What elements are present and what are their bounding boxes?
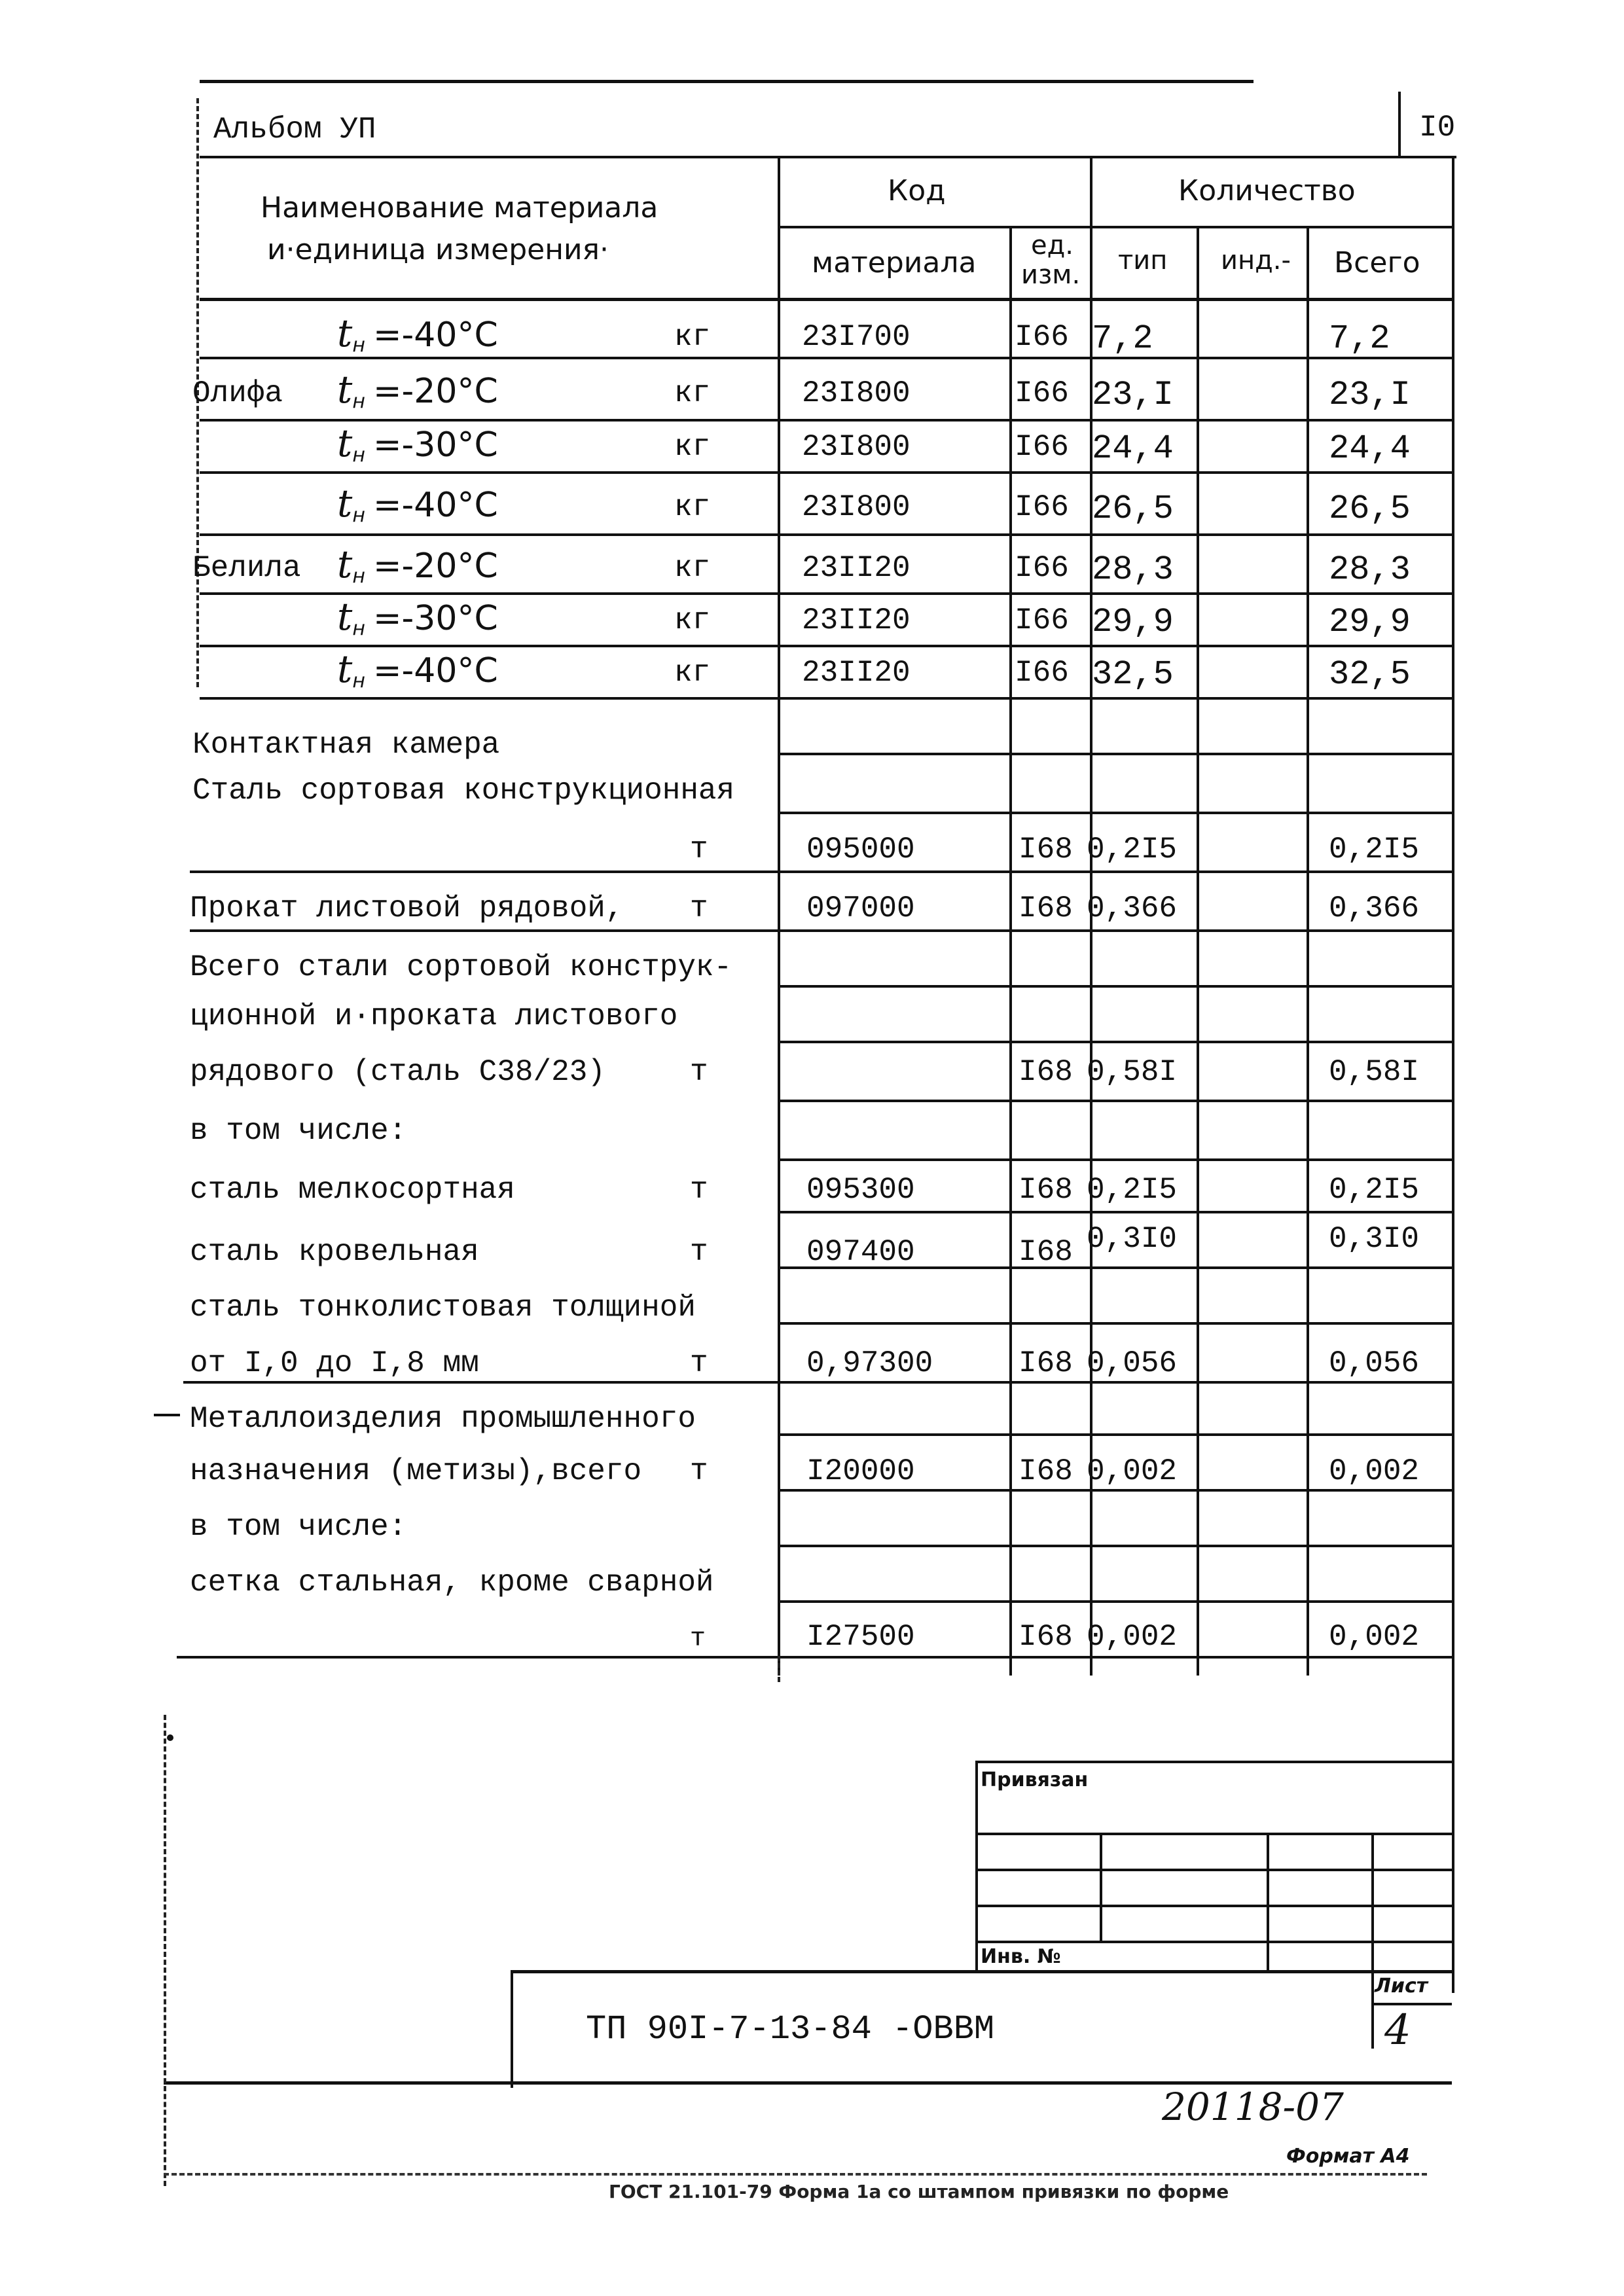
temperature-value: =-30°C xyxy=(372,599,498,638)
col-ed-left xyxy=(1009,226,1012,1676)
tip: 0,3I0 xyxy=(1087,1222,1178,1256)
total: 0,056 xyxy=(1329,1346,1420,1380)
temperature-label xyxy=(337,311,498,357)
tip: 0,002 xyxy=(1087,1620,1178,1654)
header-kolichestvo: Количество xyxy=(1178,174,1356,207)
ed: I66 xyxy=(1015,430,1069,464)
tip: 32,5 xyxy=(1092,655,1174,694)
ed: I68 xyxy=(1019,1055,1073,1089)
total: 0,002 xyxy=(1329,1620,1420,1654)
tip: 0,366 xyxy=(1087,891,1178,925)
code: I20000 xyxy=(806,1454,915,1488)
col-ind-left xyxy=(1197,226,1199,1676)
total: 0,3I0 xyxy=(1329,1222,1420,1256)
row-label: Олифа xyxy=(192,376,283,410)
stamp-line xyxy=(1371,2003,1452,2005)
row-line xyxy=(778,1322,1452,1325)
row-line xyxy=(200,697,1452,700)
ed: I66 xyxy=(1015,551,1069,585)
row-label: Белила xyxy=(192,551,301,585)
col-total-left xyxy=(1307,226,1309,1676)
unit: т xyxy=(690,833,708,867)
tip: 26,5 xyxy=(1092,490,1174,528)
row-line xyxy=(200,471,1452,474)
row-line xyxy=(200,645,1452,647)
unit: кг xyxy=(674,603,711,637)
tip: 23,I xyxy=(1092,376,1174,414)
code: 23I800 xyxy=(802,376,911,410)
temperature-value: =-30°C xyxy=(372,425,498,465)
temperature-symbol: t xyxy=(337,421,353,465)
row-label: от I,0 до I,8 мм xyxy=(190,1346,479,1380)
tip: 0,002 xyxy=(1087,1454,1178,1488)
header-name-line2: и·единица измерения· xyxy=(267,233,609,266)
total: 32,5 xyxy=(1329,655,1411,694)
list-number: 4 xyxy=(1384,2006,1411,2054)
margin-tick xyxy=(154,1414,180,1416)
steel-line1: Сталь сортовая конструкционная xyxy=(192,774,735,808)
temperature-label xyxy=(337,367,498,413)
unit: т xyxy=(690,1454,708,1488)
code: 095300 xyxy=(806,1173,915,1207)
stamp-line xyxy=(511,1970,1452,1973)
inv-label: Инв. № xyxy=(981,1945,1061,1968)
row-line xyxy=(778,1433,1452,1436)
total: 0,58I xyxy=(1329,1055,1420,1089)
row-label: назначения (метизы),всего xyxy=(190,1454,642,1488)
header-name-line1: Наименование материала xyxy=(261,191,659,224)
tip: 0,2I5 xyxy=(1087,1173,1178,1207)
format-label: Формат А4 xyxy=(1286,2145,1410,2168)
total: 7,2 xyxy=(1329,319,1390,358)
temperature-label xyxy=(337,647,498,692)
top-border xyxy=(200,80,1254,83)
header-kod: Код xyxy=(888,174,946,207)
col-code-left xyxy=(778,157,780,1676)
tip: 0,58I xyxy=(1087,1055,1178,1089)
stamp-line xyxy=(975,1761,1452,1763)
row-line xyxy=(778,1489,1452,1492)
row-line xyxy=(778,985,1452,988)
unit: кг xyxy=(674,376,711,410)
row-label-line1: Металлоизделия промышленного xyxy=(190,1402,696,1436)
total: 23,I xyxy=(1329,376,1411,414)
row-line xyxy=(778,1041,1452,1043)
temperature-value: =-40°C xyxy=(372,315,498,355)
stamp-line xyxy=(975,1869,1452,1871)
code: 23II20 xyxy=(802,656,911,690)
temperature-label xyxy=(337,481,498,527)
ed: I68 xyxy=(1019,1346,1073,1380)
code: 23II20 xyxy=(802,551,911,585)
stamp-line xyxy=(975,1761,978,1970)
temperature-symbol: t xyxy=(337,311,353,355)
tip: 0,2I5 xyxy=(1087,833,1178,867)
unit: кг xyxy=(674,490,711,524)
unit: кг xyxy=(674,430,711,464)
stamp-line xyxy=(975,1905,1452,1907)
row-line xyxy=(200,357,1452,359)
section-title: Контактная камера xyxy=(192,728,500,762)
dash xyxy=(778,1656,780,1682)
row-line xyxy=(177,1656,1452,1659)
unit: кг xyxy=(674,551,711,585)
ed: I66 xyxy=(1015,603,1069,637)
row-line xyxy=(778,1545,1452,1547)
unit: кг xyxy=(674,656,711,690)
unit: т xyxy=(690,1173,708,1207)
code: 097400 xyxy=(806,1235,915,1269)
temperature-symbol: t xyxy=(337,367,353,412)
temperature-symbol: t xyxy=(337,594,353,639)
total: 24,4 xyxy=(1329,429,1411,468)
row-line xyxy=(200,533,1452,536)
row-line xyxy=(190,870,1452,873)
unit: т xyxy=(690,1235,708,1269)
list-label: Лист xyxy=(1375,1975,1428,1998)
row-label: сталь мелкосортная xyxy=(190,1173,515,1207)
temperature-subscript: н xyxy=(352,444,365,467)
bottom-dashed-line xyxy=(164,2173,1427,2176)
temperature-symbol: t xyxy=(337,481,353,526)
unit: кг xyxy=(674,320,711,354)
header-material: материала xyxy=(812,246,977,279)
unit: т xyxy=(690,1346,708,1380)
unit: т xyxy=(690,891,708,925)
privyazan-label: Привязан xyxy=(981,1768,1089,1791)
temperature-value: =-20°C xyxy=(372,547,498,586)
total: 0,2I5 xyxy=(1329,1173,1420,1207)
handwritten-inventory-number: 20118-07 xyxy=(1162,2085,1344,2129)
header-ed: ед. xyxy=(1031,230,1074,260)
temperature-symbol: t xyxy=(337,647,353,691)
row-line xyxy=(778,1600,1452,1603)
stamp-line xyxy=(975,1833,1452,1835)
stamp-line xyxy=(1267,1833,1269,1970)
tip: 28,3 xyxy=(1092,550,1174,589)
total: 28,3 xyxy=(1329,550,1411,589)
row-line xyxy=(778,1211,1452,1213)
code: 095000 xyxy=(806,833,915,867)
total: 26,5 xyxy=(1329,490,1411,528)
tip: 7,2 xyxy=(1092,319,1153,358)
gost-note: ГОСТ 21.101-79 Форма 1а со штампом привязки по форме xyxy=(609,2181,1229,2202)
temperature-value: =-20°C xyxy=(372,372,498,411)
ed: I66 xyxy=(1015,490,1069,524)
header-bottom-line xyxy=(200,298,1452,301)
tip: 0,056 xyxy=(1087,1346,1178,1380)
row-label-line1: сетка стальная, кроме сварной xyxy=(190,1566,714,1600)
ed: I68 xyxy=(1019,891,1073,925)
ed: I66 xyxy=(1015,376,1069,410)
stamp-line xyxy=(975,1941,1452,1943)
row-line xyxy=(190,929,1452,932)
temperature-subscript: н xyxy=(352,565,365,588)
ed: I68 xyxy=(1019,1620,1073,1654)
temperature-symbol: t xyxy=(337,542,353,586)
header-vsego: Всего xyxy=(1334,246,1420,279)
ed: I68 xyxy=(1019,1235,1073,1269)
ed: I66 xyxy=(1015,320,1069,354)
ed: I68 xyxy=(1019,1173,1073,1207)
temperature-subscript: н xyxy=(352,617,365,640)
code: 23I800 xyxy=(802,430,911,464)
album-title: Альбом УП xyxy=(213,113,376,147)
margin-dot xyxy=(167,1734,173,1741)
row-line xyxy=(200,592,1452,595)
unit: т xyxy=(690,1055,708,1089)
row-line xyxy=(778,1100,1452,1102)
row-line xyxy=(778,812,1452,814)
tip: 24,4 xyxy=(1092,429,1174,468)
temperature-value: =-40°C xyxy=(372,651,498,691)
document-code: ТП 90I-7-13-84 -ОВВМ xyxy=(586,2010,995,2049)
code: 23II20 xyxy=(802,603,911,637)
header-ind: инд.- xyxy=(1221,245,1291,276)
temperature-subscript: н xyxy=(352,670,365,692)
temperature-value: =-40°C xyxy=(372,486,498,525)
stamp-line xyxy=(1100,1833,1102,1941)
row-line xyxy=(778,1158,1452,1161)
code: I27500 xyxy=(806,1620,915,1654)
temperature-label xyxy=(337,594,498,640)
stamp-line xyxy=(511,1970,513,2088)
row-label-line1: сталь тонколистовая толщиной xyxy=(190,1291,696,1325)
code: 0,97300 xyxy=(806,1346,933,1380)
page-number-divider xyxy=(1398,92,1401,157)
row-line xyxy=(778,753,1452,755)
total-steel-line2: ционной и·проката листового xyxy=(190,999,678,1033)
code: 23I700 xyxy=(802,320,911,354)
header-izm: изм. xyxy=(1021,260,1081,290)
temperature-subscript: н xyxy=(352,390,365,413)
page-number: I0 xyxy=(1419,111,1456,145)
tip: 29,9 xyxy=(1092,603,1174,641)
ed: I66 xyxy=(1015,656,1069,690)
temperature-label xyxy=(337,542,498,588)
header-tip: тип xyxy=(1118,245,1168,276)
total: 29,9 xyxy=(1329,603,1411,641)
total-steel-line3: рядового (сталь С38/23) xyxy=(190,1055,605,1089)
temperature-label xyxy=(337,421,498,467)
stamp-line xyxy=(1371,1833,1374,2049)
including-label: в том числе: xyxy=(190,1510,407,1544)
row-label: Прокат листовой рядовой, xyxy=(190,891,624,925)
row-line xyxy=(200,419,1452,422)
total: 0,002 xyxy=(1329,1454,1420,1488)
temperature-subscript: н xyxy=(352,504,365,527)
temperature-subscript: н xyxy=(352,334,365,357)
total-steel-line1: Всего стали сортовой конструк- xyxy=(190,950,732,984)
total: 0,366 xyxy=(1329,891,1420,925)
code: 23I800 xyxy=(802,490,911,524)
right-border xyxy=(1452,157,1454,1993)
album-bottom-line xyxy=(200,156,1456,158)
total: 0,2I5 xyxy=(1329,833,1420,867)
ed: I68 xyxy=(1019,1454,1073,1488)
row-line xyxy=(183,1381,1452,1384)
row-label: сталь кровельная xyxy=(190,1235,479,1269)
unit: т xyxy=(690,1624,706,1654)
header-mid-line xyxy=(778,226,1452,228)
code: 097000 xyxy=(806,891,915,925)
including-label: в том числе: xyxy=(190,1114,407,1148)
ed: I68 xyxy=(1019,833,1073,867)
stamp-line xyxy=(164,1715,166,2186)
